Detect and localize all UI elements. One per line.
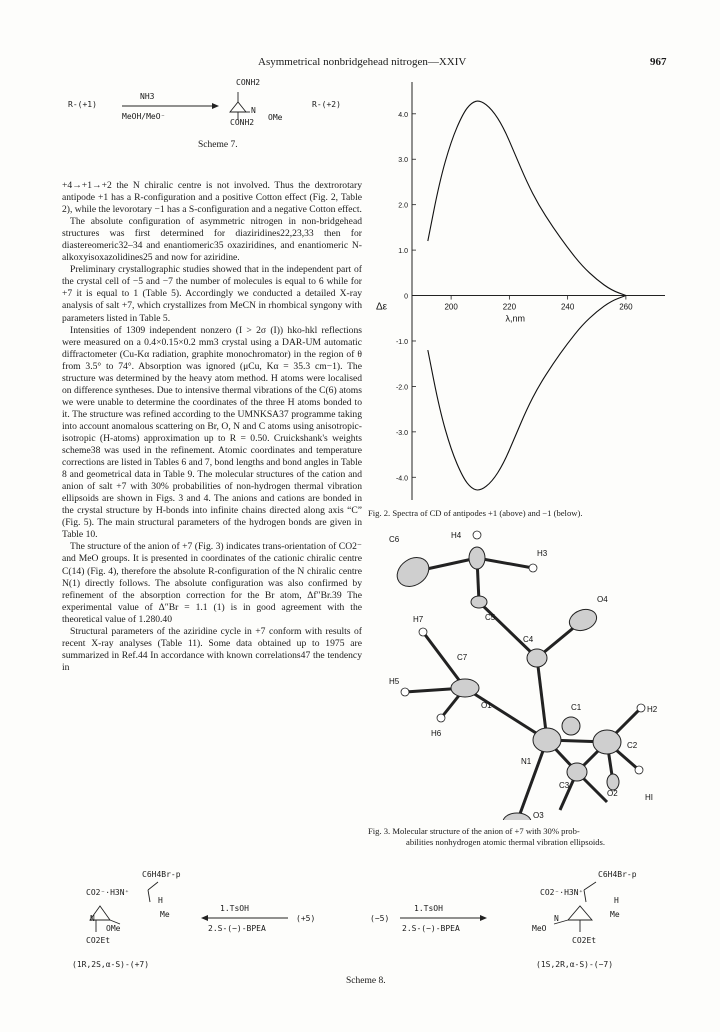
- atom-o2: [607, 774, 619, 790]
- scheme7-reactant: R-(+1): [68, 100, 97, 109]
- scheme8-label: Scheme 8.: [346, 976, 386, 986]
- scheme7-reagent-bottom: MeOH/MeO⁻: [122, 112, 166, 121]
- scheme8-left-n: N: [90, 914, 95, 923]
- y-tick-label: -1.0: [395, 338, 408, 346]
- scheme8-left-config: (1R,2S,α-S)-(+7): [72, 960, 150, 969]
- figure2-caption: Fig. 2. Spectra of CD of antipodes +1 (above) and −1 (below).: [368, 508, 583, 518]
- atom-label: O4: [597, 595, 608, 604]
- atom-label: H3: [537, 549, 548, 558]
- figure3-caption: [368, 826, 668, 848]
- atom-label: C4: [523, 635, 534, 644]
- atom-c3: [567, 763, 587, 781]
- scheme-8: [60, 868, 680, 998]
- scheme8-left-h: H: [158, 896, 163, 905]
- scheme7-arrow: [120, 102, 220, 110]
- atom-label: O3: [533, 811, 544, 820]
- figure3-caption-line-1: Fig. 3. Molecular structure of the anion of +7 with 30% prob-: [368, 826, 580, 836]
- y-tick-label: -2.0: [395, 384, 408, 392]
- atom-label: C3: [559, 781, 570, 790]
- y-tick-label: -4.0: [395, 475, 408, 483]
- scheme8-arrow2: [398, 914, 488, 922]
- running-title: Asymmetrical nonbridgehead nitrogen—XXIV: [258, 56, 467, 68]
- atom-n1: [533, 728, 561, 752]
- scheme8-right-n: N: [554, 914, 559, 923]
- scheme8-arrow2-bottom: 2.S-(−)-BPEA: [402, 924, 460, 933]
- scheme8-mid-left: (+5): [296, 914, 316, 923]
- scheme8-right-aryl: C6H4Br-p: [598, 870, 637, 879]
- page-number: 967: [650, 56, 667, 68]
- scheme8-left-me: Me: [160, 910, 170, 919]
- atom-h3-link: [471, 596, 487, 608]
- atom-c1: [562, 717, 580, 735]
- body-paragraph: Intensities of 1309 independent nonzero (I > 2σ (I)) hko-hkl reflections were measured on a 0.4×0.15×0.2 mm3 crystal using a DAR-UM automatic diffractometer (Cu-Kα radiation, graphite monochromator) in the region of θ from 3.5° to 74°. Absorption was ignored (μCu, Kα = 35.3 cm−1). The structure was determined by the heavy atom method. H atoms were localised on difference syntheses. Due to intensive thermal vibrations of the C(6) atoms we were unable to determine the coordinates of the three H atoms bonded to it. The structure was refined according to the UMNKSA37 programme taking into account anomalous scattering on Br, O, N and C atoms using anisotropic-isotropic (H-atoms) approximation up to R = 0.50. Cruickshank's weights scheme38 was used in the refinement. Atomic coordinates and temperature corrections are listed in Tables 6 and 7, bond lengths and bond angles in Table 8 and geometrical data in Table 9. The molecular structures of the cation and anion of salt +7 with 30% probabilities of non-hydrogen thermal vibration ellipsoids are shown in Figs. 3 and 4. The anions and cations are bonded in the crystal structure by H-bonds into infinite chains directed along axis “C” (Fig. 5). The main structural parameters of the hydrogen bonds are given in Table 10.: [62, 324, 362, 541]
- scheme8-right-me: Me: [610, 910, 620, 919]
- body-paragraph: The structure of the anion of +7 (Fig. 3) indicates trans-orientation of CO2⁻ and MeO groups. It is presented in coordinates of the cationic chiralic centre C(14) (Fig. 4), therefore the absolute R-configuration of the N chiralic centre N(1) directly follows. The absolute configuration was also confirmed by refinement of the absorption correction for the Br atom, Δf″Br.39 The experimental value of Δ″Br = 1.1 (1) is in good agreement with the theoretical value of 1.280.40: [62, 541, 362, 625]
- scheme8-right-cation: CO2⁻·H3N⁺: [540, 888, 584, 897]
- body-paragraph: Structural parameters of the aziridine cycle in +7 conform with results of recent X-ray analyses (Table 11). Some data obtained up to 1975 are summarized in Ref.44 In accordance with known correlations47 the tendency in: [62, 625, 362, 673]
- y-tick-label: 2.0: [398, 202, 408, 210]
- body-paragraph: Preliminary crystallographic studies showed that in the independent part of the crystal cell of −5 and −7 the number of molecules is equal to 6 while for +7 it is equal to 1 (Table 5). Accordingly we conducted a detailed X-ray analysis of salt +7, which crystallizes from MeCN in rhombical syngony with parameters listed in Table 5.: [62, 264, 362, 324]
- atom-c2: [593, 730, 621, 754]
- atom-o3: [503, 813, 531, 820]
- scheme8-left-aryl: C6H4Br-p: [142, 870, 181, 879]
- atom-label: C7: [457, 653, 468, 662]
- x-axis-label: λ,nm: [505, 313, 525, 324]
- scheme8-arrow1-top: 1.TsOH: [220, 904, 249, 913]
- scheme7-product-n: N: [251, 106, 256, 115]
- atom-ellipsoids: [392, 547, 621, 820]
- scheme8-right-ester: CO2Et: [572, 936, 597, 945]
- body-paragraph: +4→+1→+2 the N chiralic centre is not involved. Thus the dextrorotary antipode +1 has a R-configuration and a positive Cotton effect (Fig. 2, Table 2), while the levorotary −1 has a S-configuration and a negative Cotton effect.: [62, 180, 362, 216]
- atom-c5: [469, 547, 485, 569]
- atom-label: H5: [389, 677, 400, 686]
- atom-c6: [392, 552, 435, 593]
- body-text-column: [62, 180, 362, 674]
- x-tick-label: 200: [444, 302, 458, 312]
- scheme8-left-ester: CO2Et: [86, 936, 111, 945]
- atom-label: H2: [647, 705, 658, 714]
- scheme7-reagent-top: NH3: [140, 92, 155, 101]
- scheme-7: [60, 78, 360, 173]
- scheme8-arrow2-top: 1.TsOH: [414, 904, 443, 913]
- atom-label: H7: [413, 615, 424, 624]
- atom-label: H4: [451, 531, 462, 540]
- scheme7-product-top: CONH2: [236, 78, 261, 87]
- atom-label: N1: [521, 757, 532, 766]
- scheme8-right-config: (1S,2R,α-S)-(−7): [536, 960, 614, 969]
- scheme8-arrow1: [200, 914, 290, 922]
- atom-label: C2: [627, 741, 638, 750]
- y-tick-label: -3.0: [395, 429, 408, 437]
- atom-o1: [451, 679, 479, 697]
- scheme8-left-ome: OMe: [106, 924, 121, 933]
- figure2-cd-chart: [370, 70, 670, 520]
- scheme8-right-h: H: [614, 896, 619, 905]
- atom-label: O2: [607, 789, 618, 798]
- scheme7-product: R-(+2): [312, 100, 341, 109]
- figure3-caption-line-2: abilities nonhydrogen atomic thermal vibration ellipsoids.: [406, 837, 606, 847]
- cd-curve-positive: [428, 101, 626, 295]
- scheme8-left-cation: CO2⁻·H3N⁺: [86, 888, 130, 897]
- x-tick-label: 240: [560, 302, 575, 312]
- x-tick-label: 260: [619, 302, 633, 312]
- y-tick-label: 0: [404, 293, 408, 301]
- scheme7-product-ome: OMe: [268, 113, 283, 122]
- y-axis-label: Δε: [376, 301, 388, 313]
- y-tick-label: 3.0: [398, 157, 408, 165]
- atom-label: C6: [389, 535, 400, 544]
- scheme7-label: Scheme 7.: [198, 140, 238, 150]
- body-paragraph: The absolute configuration of asymmetric nitrogen in non-bridgehead structures was first determined for diaziridines22,23,33 then for diastereomeric32–34 and enantiomeric35 oxaziridines, and enantiomeric N-alkoxyisoxazolidines25 and now for aziridine.: [62, 216, 362, 264]
- scheme7-product-bottom: CONH2: [230, 118, 255, 127]
- atom-c4: [527, 649, 547, 667]
- scheme8-right-meo: MeO: [532, 924, 547, 933]
- atom-label: H6: [431, 729, 442, 738]
- y-tick-label: 4.0: [398, 111, 408, 119]
- atom-label: HI: [645, 793, 653, 802]
- x-tick-label: 220: [502, 302, 517, 312]
- y-tick-label: 1.0: [398, 248, 408, 256]
- scheme8-arrow1-bottom: 2.S-(−)-BPEA: [208, 924, 266, 933]
- scheme8-mid-right: (−5): [370, 914, 390, 923]
- atom-label: C5: [485, 613, 496, 622]
- figure3-molecular-structure: [385, 530, 665, 820]
- atom-label: C1: [571, 703, 582, 712]
- cd-curve-negative: [428, 296, 626, 490]
- atom-label: O1: [481, 701, 492, 710]
